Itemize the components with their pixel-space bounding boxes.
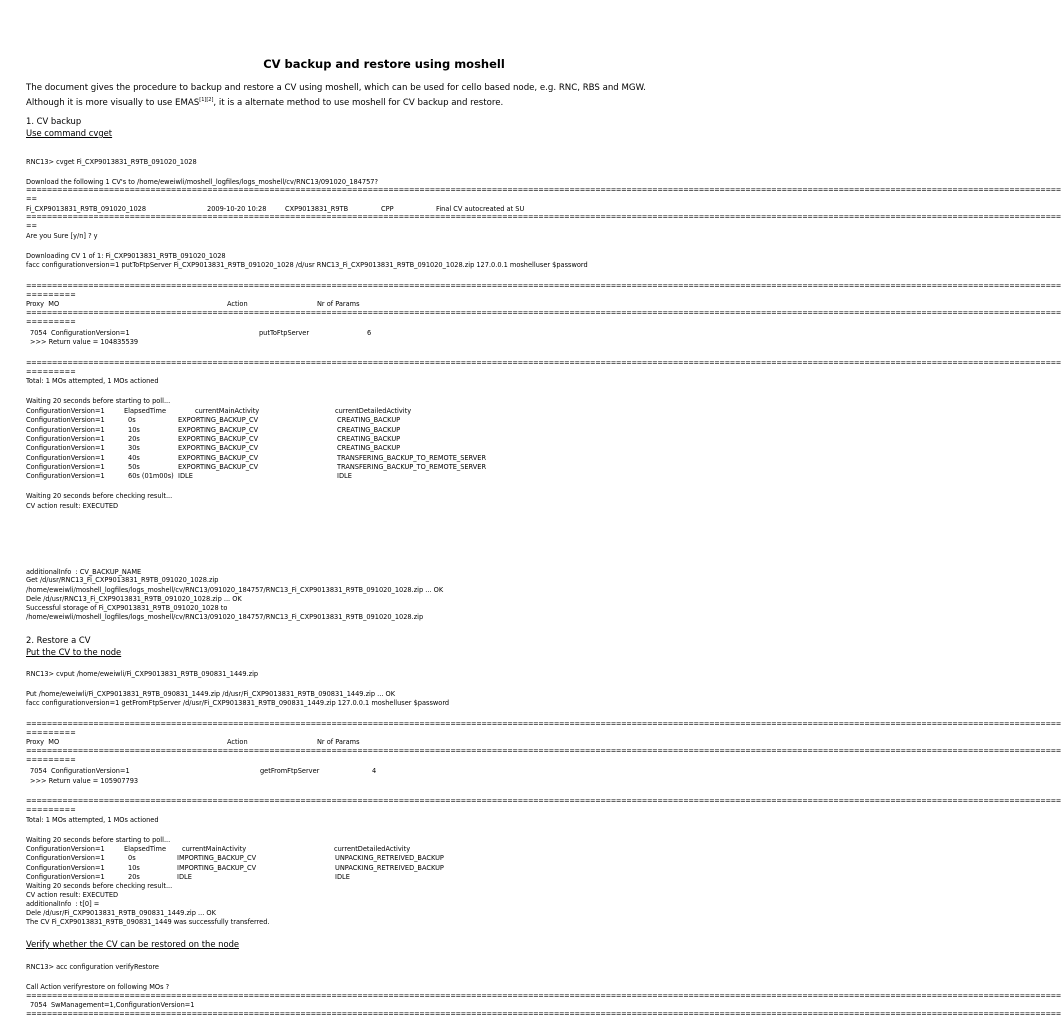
table-header-params: Nr of Params bbox=[317, 300, 360, 308]
intro-line-1: The document gives the procedure to backup and restore a CV using moshell, which can be used for cello based node, e.g. RNC, RBS and MGW. bbox=[26, 83, 646, 93]
restore-command: RNC13> cvput /home/eweiwli/Fi_CXP9013831_R9TB_090831_1449.zip bbox=[26, 670, 259, 678]
poll-cell: ConfigurationVersion=1 bbox=[26, 407, 105, 415]
separator-tail: ========= bbox=[26, 756, 76, 764]
table-header-proxy: Proxy MO bbox=[26, 738, 60, 746]
separator-tail: == bbox=[26, 222, 38, 230]
separator: ======================================================================================================================================================================================================== bbox=[26, 797, 1061, 805]
poll-cell: ConfigurationVersion=1 bbox=[26, 453, 105, 462]
separator-tail: ========= bbox=[26, 318, 76, 326]
call-action-prompt: Call Action verifyrestore on following MOs ? bbox=[26, 983, 170, 991]
poll-cell: 40s bbox=[128, 453, 140, 462]
poll-cell: EXPORTING_BACKUP_CV bbox=[178, 444, 259, 453]
poll-cell: currentDetailedActivity bbox=[334, 845, 411, 853]
poll-cell: IDLE bbox=[178, 472, 193, 481]
separator-tail: == bbox=[26, 195, 38, 203]
table-header-params: Nr of Params bbox=[317, 738, 360, 746]
verify-row: 7054 SwManagement=1,ConfigurationVersion=1 bbox=[30, 1001, 195, 1009]
backup-subheading: Use command cvget bbox=[26, 128, 113, 138]
poll-cell: ElapsedTime bbox=[124, 845, 167, 853]
poll-cell: CREATING_BACKUP bbox=[337, 434, 401, 443]
poll-cell: ConfigurationVersion=1 bbox=[26, 854, 105, 863]
poll-cell: TRANSFERING_BACKUP_TO_REMOTE_SERVER bbox=[337, 453, 487, 462]
success-line-1: Successful storage of Fi_CXP9013831_R9TB_091020_1028 to bbox=[26, 604, 228, 612]
poll-cell: 60s (01m00s) bbox=[128, 472, 174, 481]
verify-heading: Verify whether the CV can be restored on the node bbox=[26, 939, 240, 949]
separator: ======================================================================================================================================================================================================== bbox=[26, 1010, 1061, 1018]
reference-links[interactable]: [1][2] bbox=[199, 97, 214, 103]
facc-command: facc configurationversion=1 putToFtpServer Fi_CXP9013831_R9TB_091020_1028 /d/usr RNC13_Fi_CXP9013831_R9TB_091020_1028.zip 127.0.0.1 moshelluser $password bbox=[26, 261, 588, 269]
poll-cell: IMPORTING_BACKUP_CV bbox=[177, 863, 257, 872]
transferred-line: The CV Fi_CXP9013831_R9TB_090831_1449 was successfully transferred. bbox=[26, 918, 270, 926]
poll-cell: CREATING_BACKUP bbox=[337, 444, 401, 453]
poll-cell: 10s bbox=[128, 425, 140, 434]
restore-heading: 2. Restore a CV bbox=[26, 635, 91, 645]
table-row-params: 6 bbox=[367, 329, 372, 337]
table-row-params: 4 bbox=[372, 767, 377, 775]
additional-info: additionalInfo : t[0] = bbox=[26, 900, 100, 908]
document-title: CV backup and restore using moshell bbox=[263, 57, 505, 71]
separator-tail: ========= bbox=[26, 729, 76, 737]
poll-cell: ConfigurationVersion=1 bbox=[26, 845, 105, 853]
separator-tail: ========= bbox=[26, 291, 76, 299]
waiting-poll: Waiting 20 seconds before starting to poll... bbox=[26, 836, 171, 844]
intro-line-2a: Although it is more visually to use EMAS bbox=[26, 97, 200, 108]
poll-cell: EXPORTING_BACKUP_CV bbox=[178, 416, 259, 425]
separator: ======================================================================================================================================================================================================== bbox=[26, 720, 1061, 728]
poll-cell: currentMainActivity bbox=[182, 845, 247, 853]
poll-cell: EXPORTING_BACKUP_CV bbox=[178, 462, 259, 471]
poll-cell: ConfigurationVersion=1 bbox=[26, 872, 105, 881]
restore-subheading: Put the CV to the node bbox=[26, 647, 122, 657]
poll-cell: EXPORTING_BACKUP_CV bbox=[178, 453, 259, 462]
dele-line: Dele /d/usr/RNC13_Fi_CXP9013831_R9TB_091020_1028.zip ... OK bbox=[26, 595, 242, 603]
separator: ======================================================================================================================================================================================================== bbox=[26, 359, 1061, 367]
poll-cell: ConfigurationVersion=1 bbox=[26, 416, 105, 425]
get-path: /home/eweiwli/moshell_logfiles/logs_moshell/cv/RNC13/091020_184757/RNC13_Fi_CXP9013831_R9TB_091020_1028.zip ... OK bbox=[26, 586, 444, 594]
poll-cell: TRANSFERING_BACKUP_TO_REMOTE_SERVER bbox=[337, 462, 487, 471]
poll-cell: UNPACKING_RETREIVED_BACKUP bbox=[335, 863, 444, 872]
return-value: >>> Return value = 105907793 bbox=[30, 777, 139, 785]
poll-cell: UNPACKING_RETREIVED_BACKUP bbox=[335, 854, 444, 863]
separator: ======================================================================================================================================================================================================== bbox=[26, 747, 1061, 755]
poll-cell: ElapsedTime bbox=[124, 407, 167, 415]
waiting-check: Waiting 20 seconds before checking result... bbox=[26, 492, 173, 500]
download-prompt: Download the following 1 CV's to /home/eweiwli/moshell_logfiles/logs_moshell/cv/RNC13/091020_184757? bbox=[26, 178, 378, 186]
action-result: CV action result: EXECUTED bbox=[26, 502, 119, 510]
table-row-action: getFromFtpServer bbox=[260, 767, 320, 775]
intro-line-2b: , it is a alternate method to use moshell for CV backup and restore. bbox=[213, 97, 504, 108]
poll-cell: 20s bbox=[128, 872, 140, 881]
separator: ======================================================================================================================================================================================================== bbox=[26, 309, 1061, 317]
separator: ======================================================================================================================================================================================================== bbox=[26, 282, 1061, 290]
poll-cell: currentDetailedActivity bbox=[335, 407, 412, 415]
success-line-2: /home/eweiwli/moshell_logfiles/logs_moshell/cv/RNC13/091020_184757/RNC13_Fi_CXP9013831_R9TB_091020_1028.zip bbox=[26, 613, 424, 621]
poll-cell: 50s bbox=[128, 462, 140, 471]
table-header-action: Action bbox=[227, 738, 248, 746]
confirm-prompt: Are you Sure [y/n] ? y bbox=[26, 232, 98, 240]
poll-cell: IDLE bbox=[337, 472, 352, 481]
waiting-check: Waiting 20 seconds before checking result... bbox=[26, 882, 173, 890]
poll-cell: ConfigurationVersion=1 bbox=[26, 462, 105, 471]
total-summary: Total: 1 MOs attempted, 1 MOs actioned bbox=[26, 816, 159, 824]
action-result: CV action result: EXECUTED bbox=[26, 891, 119, 899]
additional-info: additionalInfo : CV_BACKUP_NAME bbox=[26, 568, 142, 576]
table-row-action: putToFtpServer bbox=[259, 329, 310, 337]
cv-name: Fi_CXP9013831_R9TB_091020_1028 bbox=[26, 205, 147, 213]
poll-cell: currentMainActivity bbox=[195, 407, 260, 415]
poll-cell: CREATING_BACKUP bbox=[337, 416, 401, 425]
poll-cell: IDLE bbox=[177, 872, 192, 881]
poll-cell: 20s bbox=[128, 434, 140, 443]
table-row-proxy: 7054 ConfigurationVersion=1 bbox=[30, 329, 130, 337]
cv-comment: Final CV autocreated at SU bbox=[436, 205, 525, 213]
poll-cell: 10s bbox=[128, 863, 140, 872]
verify-command: RNC13> acc configuration verifyRestore bbox=[26, 963, 159, 971]
separator-tail: ========= bbox=[26, 806, 76, 814]
cv-date: 2009-10-20 10:28 bbox=[207, 205, 267, 213]
poll-cell: IDLE bbox=[335, 872, 350, 881]
poll-cell: ConfigurationVersion=1 bbox=[26, 444, 105, 453]
backup-command: RNC13> cvget Fi_CXP9013831_R9TB_091020_1028 bbox=[26, 158, 197, 166]
poll-cell: ConfigurationVersion=1 bbox=[26, 863, 105, 872]
separator: ======================================================================================================================================================================================================== bbox=[26, 186, 1061, 194]
dele-line: Dele /d/usr/Fi_CXP9013831_R9TB_090831_1449.zip ... OK bbox=[26, 909, 216, 917]
poll-cell: EXPORTING_BACKUP_CV bbox=[178, 434, 259, 443]
return-value: >>> Return value = 104835539 bbox=[30, 338, 139, 346]
poll-cell: 0s bbox=[128, 854, 136, 863]
put-line: Put /home/eweiwli/Fi_CXP9013831_R9TB_090831_1449.zip /d/usr/Fi_CXP9013831_R9TB_090831_1449.zip ... OK bbox=[26, 690, 396, 698]
poll-cell: 0s bbox=[128, 416, 136, 425]
separator: ======================================================================================================================================================================================================== bbox=[26, 992, 1061, 1000]
poll-cell: ConfigurationVersion=1 bbox=[26, 434, 105, 443]
separator-tail: ========= bbox=[26, 368, 76, 376]
cv-type: CPP bbox=[381, 205, 394, 213]
poll-cell: 30s bbox=[128, 444, 140, 453]
table-header-proxy: Proxy MO bbox=[26, 300, 60, 308]
waiting-poll: Waiting 20 seconds before starting to poll... bbox=[26, 397, 171, 405]
intro-paragraph bbox=[26, 82, 748, 109]
downloading-status: Downloading CV 1 of 1: Fi_CXP9013831_R9TB_091020_1028 bbox=[26, 252, 226, 260]
poll-cell: CREATING_BACKUP bbox=[337, 425, 401, 434]
poll-cell: IMPORTING_BACKUP_CV bbox=[177, 854, 257, 863]
total-summary: Total: 1 MOs attempted, 1 MOs actioned bbox=[26, 377, 159, 385]
table-row-proxy: 7054 ConfigurationVersion=1 bbox=[30, 767, 130, 775]
restore-facc-command: facc configurationversion=1 getFromFtpServer /d/usr/Fi_CXP9013831_R9TB_090831_1449.zip 127.0.0.1 moshelluser $password bbox=[26, 699, 450, 707]
cv-product: CXP9013831_R9TB bbox=[285, 205, 349, 213]
separator: ======================================================================================================================================================================================================== bbox=[26, 213, 1061, 221]
poll-cell: ConfigurationVersion=1 bbox=[26, 472, 105, 481]
backup-heading: 1. CV backup bbox=[26, 116, 82, 126]
poll-cell: ConfigurationVersion=1 bbox=[26, 425, 105, 434]
table-header-action: Action bbox=[227, 300, 248, 308]
poll-cell: EXPORTING_BACKUP_CV bbox=[178, 425, 259, 434]
get-line: Get /d/usr/RNC13_Fi_CXP9013831_R9TB_091020_1028.zip bbox=[26, 576, 219, 584]
